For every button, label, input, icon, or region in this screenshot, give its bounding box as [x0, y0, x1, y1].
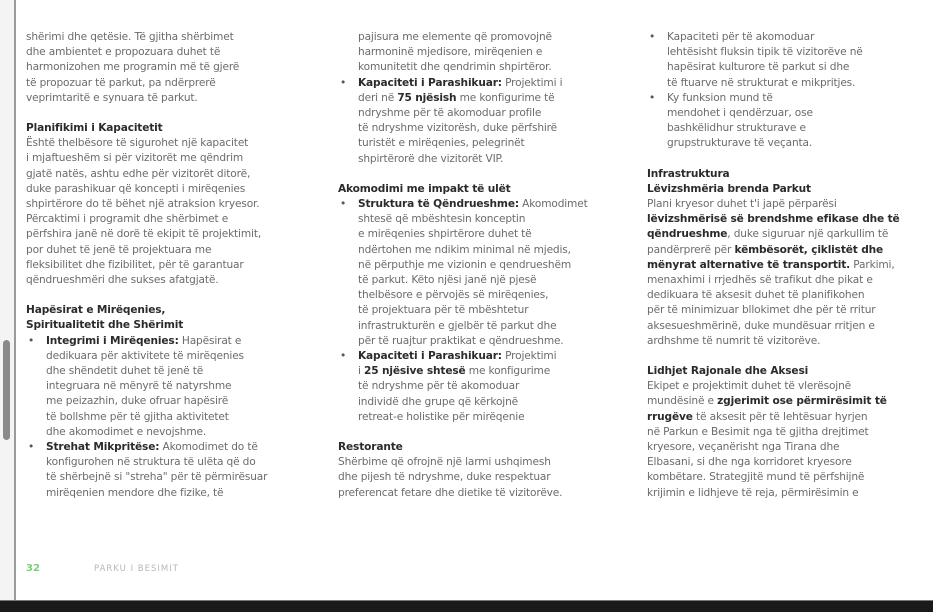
heading-wellness-a: Hapësirat e Mirëqenies,: [26, 304, 166, 317]
list-item: • Kapaciteti për të akomoduar lehtësisht fluksin tipik të vizitorëve në hapësirat kulturore të parkut si dhe të ftuarve në strukturat e mikpritjes.: [647, 30, 927, 91]
heading-wellness-b: Spiritualitetit dhe Shërimit: [26, 319, 184, 332]
regional-paragraph: [647, 379, 927, 501]
bullet-text: Akomodimet do të konfigurohen në struktura të ulëta që do të shërbejnë si "streha" për të përmirësuar mirëqenien mendore dhe fizike, të: [46, 441, 268, 499]
column-1: [26, 30, 311, 516]
capacity-list: [338, 76, 606, 167]
running-title: PARKU I BESIMIT: [94, 564, 179, 574]
list-item: • Ky funksion mund të mendohet i qendërzuar, ose bashkëlidhur strukturave e grupstrukturave të veçanta.: [647, 91, 927, 152]
bullet-text: Akomodimet shtesë që mbështesin konceptin e mirëqenies shpirtërore duhet të ndërtohen me ndikim minimal në mjedis, në përputhje me vizionin e qendrueshëm të parkut. Këto njësi janë një pjesë thelbësore e përvojës së mirëqenies, të projektuara për të mbështetur infrastrukturën e gjelbër të parkut dhe për të ruajtur praktikat e qëndrueshme.: [358, 198, 588, 347]
list-item: [26, 440, 311, 501]
capacity-paragraph: Është thelbësore të sigurohet një kapacitet i mjaftueshëm si për vizitorët me qëndrim gjatë natës, ashtu edhe për vizitorët ditorë, duke parashikuar që koncepti i mirëqenies shpirtërore do të bëhet një atraksion kryesor. Përcaktimi i programit dhe shërbimet e përfshira janë në dorë të ekipit të projektimit, por duhet të jenë të projektuara me fleksibilitet dhe fizibilitet, për të garantuar qëndrueshmëri dhe sukses afatgjatë.: [26, 137, 262, 287]
low-impact-list: [338, 197, 606, 425]
text-highlight: këmbësorët, çiklistët dhe mënyrat alternative të transportit.: [647, 243, 884, 271]
page-number: 32: [26, 563, 40, 574]
intro-paragraph: shërimi dhe qetësie. Të gjitha shërbimet dhe ambientet e propozuara duhet të harmonizohen me programin më të gjerë të propozuar të parkut, pa ndërprerë veprimtaritë e synuara të parkut.: [26, 31, 240, 104]
heading-infrastructure: Infrastruktura: [647, 167, 730, 180]
list-item: [26, 334, 311, 440]
bullet-label: Strehat Mikpritëse:: [46, 441, 160, 454]
bullet-text: me konfigurime të ndryshme për të akomoduar individë dhe grupe që kërkojnë retreat-e holistike për mirëqenie: [358, 365, 551, 423]
bullet-text: Projektimi i: [358, 350, 557, 378]
viewer-bottom-bar: [0, 600, 933, 612]
text-run: Ekipet e projektimit duhet të vlerësojnë mundësinë e: [647, 380, 852, 408]
bullet-text: Hapësirat e dedikuara për aktivitete të mirëqenies dhe shëndetit duhet të jenë të integruara në mënyrë të natyrshme me peizazhin, duke ofruar hapësirë të bollshme për të gjitha aktivitetet dhe akomodimet e nevojshme.: [46, 334, 244, 438]
text-run: Plani kryesor duhet t'i japë përparësi: [647, 198, 837, 211]
scrollbar-thumb[interactable]: [3, 340, 10, 440]
bullet-text: me konfigurime të ndryshme për të akomoduar profile të ndryshme vizitorësh, duke përfshirë turistët e mirëqenies, pelegrinët shpirtërorë dhe vizitorët VIP.: [358, 91, 558, 165]
bullet-label: Kapaciteti i Parashikuar:: [358, 350, 502, 363]
page-footer: [26, 563, 179, 574]
bullet-label: Integrimi i Mirëqenies:: [46, 334, 179, 347]
text-highlight: zgjerimit ose përmirësimit të rrugëve: [647, 395, 887, 423]
mobility-paragraph: [647, 197, 927, 349]
bullet-label: Kapaciteti i Parashikuar:: [358, 76, 502, 89]
bullet-text: Projektimi i deri në: [358, 76, 563, 104]
heading-capacity-planning: Planifikimi i Kapacitetit: [26, 122, 163, 135]
text-run: Parkimi, menaxhimi i rrjedhës së trafikut dhe pikat e dedikuara të aksesit duhet të planifikohen për të minimizuar bllokimet dhe për të rritur aksesueshmërinë, duke mundësuar rritjen e ardhshme të numrit të vizitorëve.: [647, 258, 895, 347]
text-run: të aksesit për të lehtësuar hyrjen në Parkun e Besimit nga të gjitha drejtimet kryesore, veçanërisht nga Tirana dhe Elbasani, si dhe nga korridoret kryesore kombëtare. Strategjitë mund të përfshijnë krijimin e lidhjeve të reja, përmirësimin e: [647, 410, 869, 499]
heading-restaurants: Restorante: [338, 441, 403, 454]
bullet-highlight: 25 njësive shtesë: [364, 365, 466, 378]
wellness-list: [26, 334, 311, 501]
viewer-left-gutter: [0, 0, 14, 600]
list-item: [338, 76, 606, 167]
bullet-highlight: 75 njësish: [397, 91, 457, 104]
bullet-label: Struktura të Qëndrueshme:: [358, 198, 519, 211]
column-2: [338, 30, 606, 516]
restaurants-paragraph: Shërbime që ofrojnë një larmi ushqimesh dhe pijesh të ndryshme, duke respektuar preferencat fetare dhe dietike të vizitorëve.: [338, 456, 563, 499]
column-3: [647, 30, 927, 516]
event-capacity-list: [647, 30, 927, 152]
list-item: [338, 197, 606, 349]
continued-paragraph: pajisura me elemente që promovojnë harmoninë mjedisore, mirëqenien e komunitetit dhe qendrimin shpirtëror.: [358, 31, 552, 74]
list-item: [338, 349, 606, 425]
text-run: , duke siguruar një qarkullim të pandërprerë për: [647, 228, 889, 256]
heading-mobility: Lëvizshmëria brenda Parkut: [647, 182, 811, 195]
text-highlight: lëvizshmërisë së brendshme efikase dhe të qëndrueshme: [647, 213, 900, 241]
heading-regional-links: Lidhjet Rajonale dhe Aksesi: [647, 365, 809, 378]
page-left-edge: [14, 0, 16, 600]
heading-low-impact: Akomodimi me impakt të ulët: [338, 182, 511, 195]
